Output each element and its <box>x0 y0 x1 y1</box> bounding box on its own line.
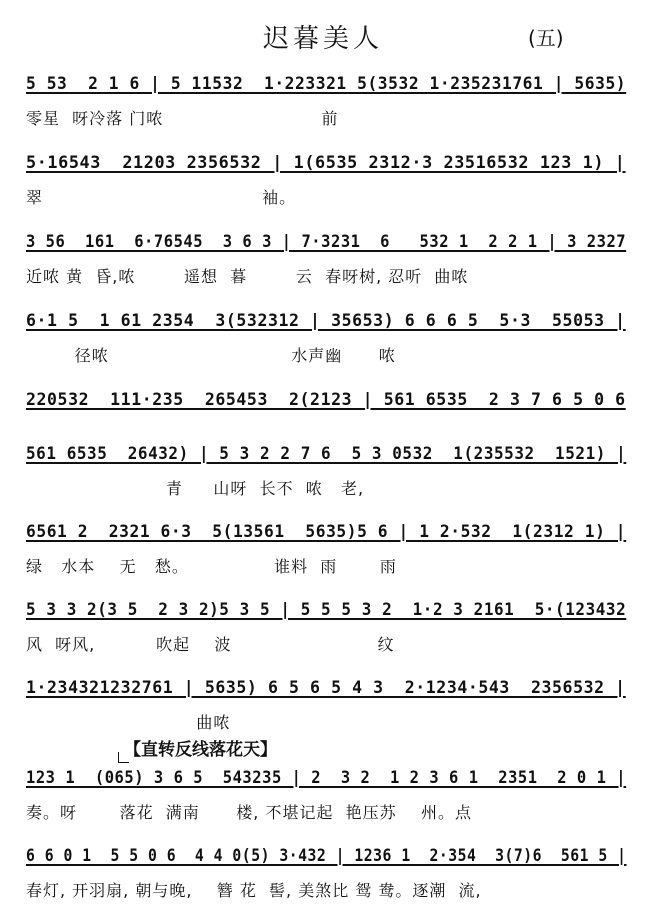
lyric-line: 春灯, 开羽扇, 朝与晚, 簪 花 髻, 美煞比 鸳 鸯。逐潮 流, <box>26 881 482 900</box>
notation-line: 6561 2 2321 6·3 5(13561 5635)5 6 | 1 2·532 1(2312 1) | <box>26 522 627 542</box>
modulation-annotation: 【直转反线落花天】 <box>124 740 277 760</box>
notation-line: 6·1 5 1 61 2354 3(532312 | 35653) 6 6 6 5 5·3 55053 | <box>26 311 626 331</box>
lyric-line: 曲哝 <box>26 713 231 732</box>
lyric-line: 青 山呀 长不 哝 老, <box>26 479 365 498</box>
lyric-line: 近哝 黄 昏,哝 遥想 暮 云 春呀树, 忍听 曲哝 <box>26 267 469 286</box>
lyric-line: 绿 水本 无 愁。 谁料 雨 雨 <box>26 557 397 576</box>
notation-line: 3 56 161 6·76545 3 6 3 | 7·3231 6 532 1 2 2 1 | 3 2327 <box>26 232 627 252</box>
lyric-line: 径哝 水声幽 哝 <box>26 346 396 365</box>
lyric-line: 翠 袖。 <box>26 188 297 207</box>
lyric-line: 奏。呀 落花 满南 楼, 不堪记起 艳压苏 州。点 <box>26 803 472 822</box>
part-number: (五) <box>528 26 564 50</box>
notation-line: 220532 111·235 265453 2(2123 | 561 6535 2 3 7 6 5 0 6 <box>26 390 626 410</box>
lyric-line: 零星 呀冷落 门哝 前 <box>26 109 339 128</box>
notation-line: 561 6535 26432) | 5 3 2 2 7 6 5 3 0532 1(235532 1521) | <box>26 444 627 464</box>
annotation-marker <box>118 752 129 763</box>
notation-line: 1·234321232761 | 5635) 6 5 6 5 4 3 2·1234·543 2356532 | <box>26 678 626 698</box>
notation-line: 5 3 3 2(3 5 2 3 2)5 3 5 | 5 5 5 3 2 1·2 3 2161 5·(123432 <box>26 600 627 620</box>
notation-line: 5 53 2 1 6 | 5 11532 1·223321 5(3532 1·235231761 | 5635) <box>26 74 627 94</box>
notation-line: 6 6 0 1 5 5 0 6 4 4 0(5) 3·432 | 1236 1 2·354 3(7)6 561 5 | <box>26 846 627 866</box>
lyric-line: 风 呀风, 吹起 波 纹 <box>26 635 395 654</box>
notation-line: 123 1 (065) 3 6 5 543235 | 2 3 2 1 2 3 6 1 2351 2 0 1 | <box>26 768 627 788</box>
notation-line: 5·16543 21203 2356532 | 1(6535 2312·3 23516532 123 1) | <box>26 153 626 173</box>
song-title: 迟暮美人 <box>262 24 383 54</box>
